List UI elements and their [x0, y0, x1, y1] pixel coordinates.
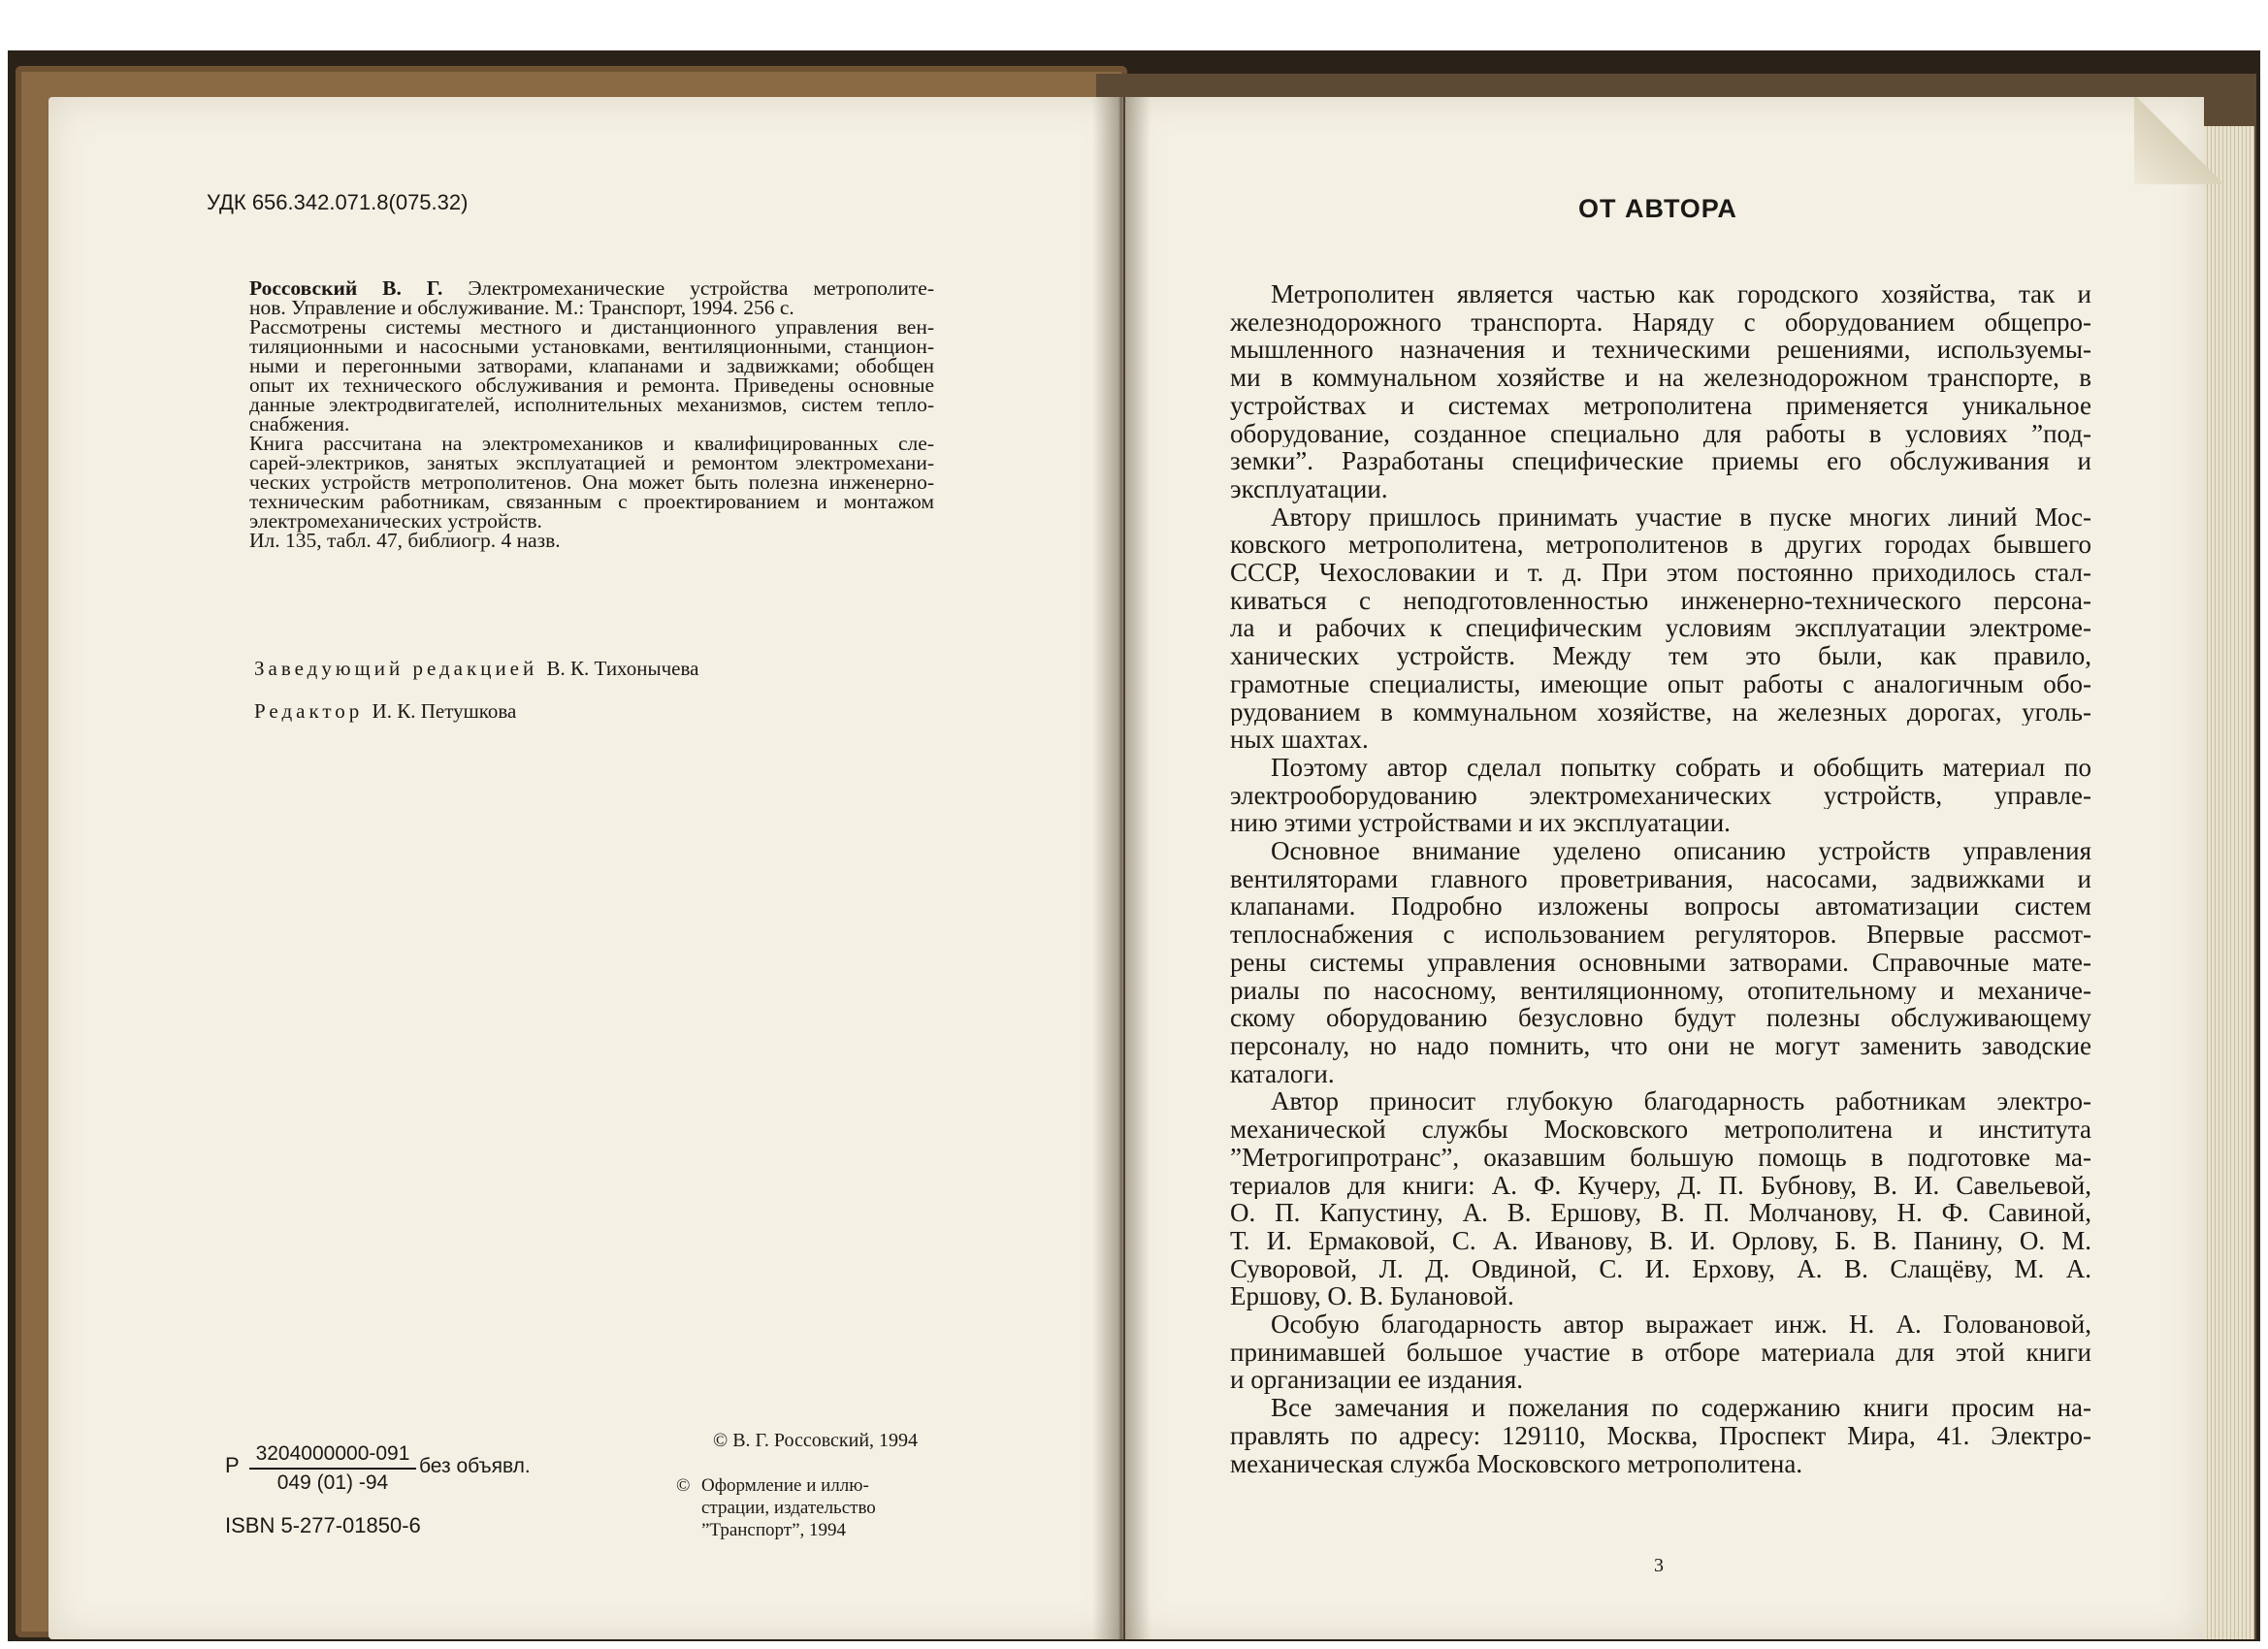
abstract-text: опыт их технического обслуживания и ремонта. Приведены основные — [249, 373, 934, 397]
preface-line: ла и рабочих к специфическим условиям эксплуатации электроме- — [1230, 614, 2091, 643]
head-editor-label: Заведующий редакцией — [254, 657, 538, 680]
preface-line: земки”. Разработаны специфические приемы его обслуживания и — [1230, 447, 2091, 475]
abstract-text: Рассмотрены системы местного и дистанционного управления вен- — [249, 315, 934, 339]
preface-line: Основное внимание уделено описанию устройств управления — [1271, 837, 2091, 865]
abstract-line — [249, 492, 934, 511]
preface-line: риалы по насосному, вентиляционному, отопительному и механиче- — [1230, 976, 2091, 1005]
abstract-line — [249, 453, 934, 472]
preface-line: эксплуатации. — [1230, 474, 1388, 503]
preface-line: персоналу, но надо помнить, что они не могут заменить заводские — [1230, 1031, 2091, 1060]
editor-name: И. К. Петушкова — [372, 699, 517, 723]
preface-line: оборудование, созданное специально для работы в условиях ”под- — [1230, 419, 2091, 448]
preface-line: Автору пришлось принимать участие в пуске многих линий Мос- — [1271, 502, 2091, 532]
preface-line: мышленного назначения и техническими решениями, используемы- — [1230, 336, 2091, 365]
preface-line: железнодорожного транспорта. Наряду с оборудованием общепро- — [1230, 307, 2091, 337]
bibliographic-abstract — [249, 278, 934, 550]
preface-line: и организации ее издания. — [1230, 1366, 1524, 1395]
preface-line: вентиляторами главного проветривания, насосами, задвижками и — [1230, 864, 2091, 893]
preface-line: Автор приносит глубокую благодарность работникам электро- — [1271, 1087, 2091, 1116]
preface-line: Все замечания и пожелания по содержанию книги просим на- — [1271, 1394, 2091, 1422]
abstract-line — [249, 511, 934, 531]
abstract-line — [249, 356, 934, 375]
price-code — [249, 1442, 416, 1495]
author-name: Россовский В. Г. — [249, 276, 443, 300]
abstract-line — [249, 395, 934, 414]
preface-line: Суворовой, Л. Д. Овдиной, С. И. Ерхову, А. В. Слащёву, М. А. — [1230, 1254, 2091, 1283]
preface-text — [1230, 280, 2091, 1477]
preface-line: ковского метрополитена, метрополитенов в других городах бывшего — [1230, 531, 2091, 560]
copyright-publisher-line: ”Транспорт”, 1994 — [701, 1520, 847, 1540]
preface-line: теплоснабжения с использованием регуляторов. Впервые рассмот- — [1230, 921, 2091, 949]
editor-label: Редактор — [254, 699, 364, 723]
page-number: 3 — [1654, 1555, 1664, 1576]
preface-line: Т. И. Ермаковой, С. А. Иванову, В. И. Орлову, Б. В. Панину, О. М. — [1230, 1226, 2091, 1255]
preface-line: Поэтому автор сделал попытку собрать и обобщить материал по — [1271, 753, 2091, 782]
abstract-text: снабжения. — [249, 412, 350, 436]
preface-line: правлять по адресу: 129110, Москва, Проспект Мира, 41. Электро- — [1230, 1421, 2091, 1450]
abstract-text: ческих устройств метрополитенов. Она может быть полезна инженерно- — [249, 470, 934, 494]
preface-line: териалов для книги: А. Ф. Кучеру, Д. П. Бубнову, В. И. Савельевой, — [1230, 1171, 2091, 1200]
preface-line: механической службы Московского метрополитена и института — [1230, 1116, 2091, 1144]
preface-line: ных шахтах. — [1230, 726, 1369, 754]
preface-line: нию этими устройствами и их эксплуатации. — [1230, 809, 1731, 838]
preface-line: устройствах и системах метрополитена применяется уникальное — [1230, 391, 2091, 420]
abstract-text: данные электродвигателей, исполнительных механизмов, систем тепло- — [249, 393, 934, 416]
abstract-line — [249, 278, 934, 298]
preface-line: СССР, Чехословакии и т. д. При этом постоянно приходилось стал- — [1230, 559, 2091, 587]
page-corner-fold — [2134, 97, 2221, 184]
price-denominator: 049 (01) -94 — [276, 1471, 389, 1494]
preface-line: О. П. Капустину, А. В. Ершову, В. П. Молчанову, Н. Ф. Савиной, — [1230, 1199, 2091, 1227]
preface-line: электрооборудованию электромеханических устройств, управле- — [1230, 781, 2091, 810]
preface-line: ”Метрогипротранс”, оказавшим большую помощь в подготовке ма- — [1230, 1143, 2091, 1172]
abstract-line — [249, 472, 934, 492]
copyright-publisher-line: страции, издательство — [701, 1498, 876, 1518]
abstract-text: тиляционными и насосными установками, вентиляционными, станцион- — [249, 335, 934, 358]
abstract-text: ными и перегонными затворами, клапанами и задвижками; обобщен — [249, 354, 934, 377]
preface-line: клапанами. Подробно изложены вопросы автоматизации систем — [1230, 892, 2091, 922]
abstract-line — [249, 434, 934, 453]
preface-line: рудованием в коммунальном хозяйстве, на железных дорогах, уголь- — [1230, 697, 2091, 727]
preface-line: грамотные специалисты, имеющие опыт работы с аналогичным обо- — [1230, 669, 2091, 698]
abstract-text: Ил. 135, табл. 47, библиогр. 4 назв. — [249, 529, 561, 552]
abstract-line — [249, 375, 934, 395]
price-letter: Р — [225, 1453, 240, 1477]
copyright-icon: © — [676, 1475, 691, 1496]
isbn: ISBN 5-277-01850-6 — [225, 1513, 421, 1537]
preface-line: киваться с неподготовленностью инженерно-технического персона- — [1230, 586, 2091, 615]
preface-line: ми в коммунальном хозяйстве и на железнодорожном транспорте, в — [1230, 364, 2091, 392]
preface-line: каталоги. — [1230, 1059, 1335, 1088]
abstract-text: техническим работникам, связанным с проектированием и монтажом — [249, 490, 934, 513]
preface-line: рены системы управления основными затворами. Справочные мате- — [1230, 948, 2091, 977]
copyright-publisher — [676, 1474, 919, 1541]
preface-line: Особую благодарность автор выражает инж. Н. А. Головановой, — [1271, 1310, 2091, 1339]
preface-line: механическая служба Московского метрополитена. — [1230, 1449, 1803, 1478]
editor-credit — [254, 699, 516, 724]
abstract-line — [249, 337, 934, 356]
abstract-text: электромеханических устройств. — [249, 509, 542, 533]
abstract-line — [249, 414, 934, 434]
copyright-publisher-line: Оформление и иллю- — [701, 1475, 869, 1496]
preface-line: Метрополитен является частью как городского хозяйства, так и — [1271, 280, 2091, 308]
preface-line: Ершову, О. В. Булановой. — [1230, 1282, 1514, 1311]
abstract-text: Электромеханические устройства метрополите- — [442, 276, 935, 300]
udc-code: УДК 656.342.071.8(075.32) — [207, 190, 469, 214]
abstract-line — [249, 531, 934, 550]
abstract-text: нов. Управление и обслуживание. М.: Транспорт, 1994. 256 с. — [249, 296, 794, 319]
price-note: без объявл. — [419, 1455, 531, 1477]
page-heading: ОТ АВТОРА — [1578, 194, 1737, 223]
abstract-text: Книга рассчитана на электромехаников и квалифицированных сле- — [249, 432, 934, 455]
price-numerator: 3204000000-091 — [249, 1442, 416, 1470]
abstract-line — [249, 317, 934, 337]
preface-line: принимавшей большое участие в отборе материала для этой книги — [1230, 1338, 2091, 1367]
preface-line: ханических устройств. Между тем это были, как правило, — [1230, 642, 2091, 670]
head-editor-credit — [254, 657, 698, 681]
abstract-line — [249, 298, 934, 317]
book-gutter — [1092, 97, 1150, 1639]
copyright-author: © В. Г. Россовский, 1994 — [713, 1430, 919, 1451]
head-editor-name: В. К. Тихонычева — [546, 657, 699, 680]
page-edges — [2204, 126, 2254, 1639]
preface-line: скому оборудованию безусловно будут полезны обслуживающему — [1230, 1004, 2091, 1032]
abstract-text: сарей-электриков, занятых эксплуатацией и ремонтом электромехани- — [249, 451, 934, 474]
